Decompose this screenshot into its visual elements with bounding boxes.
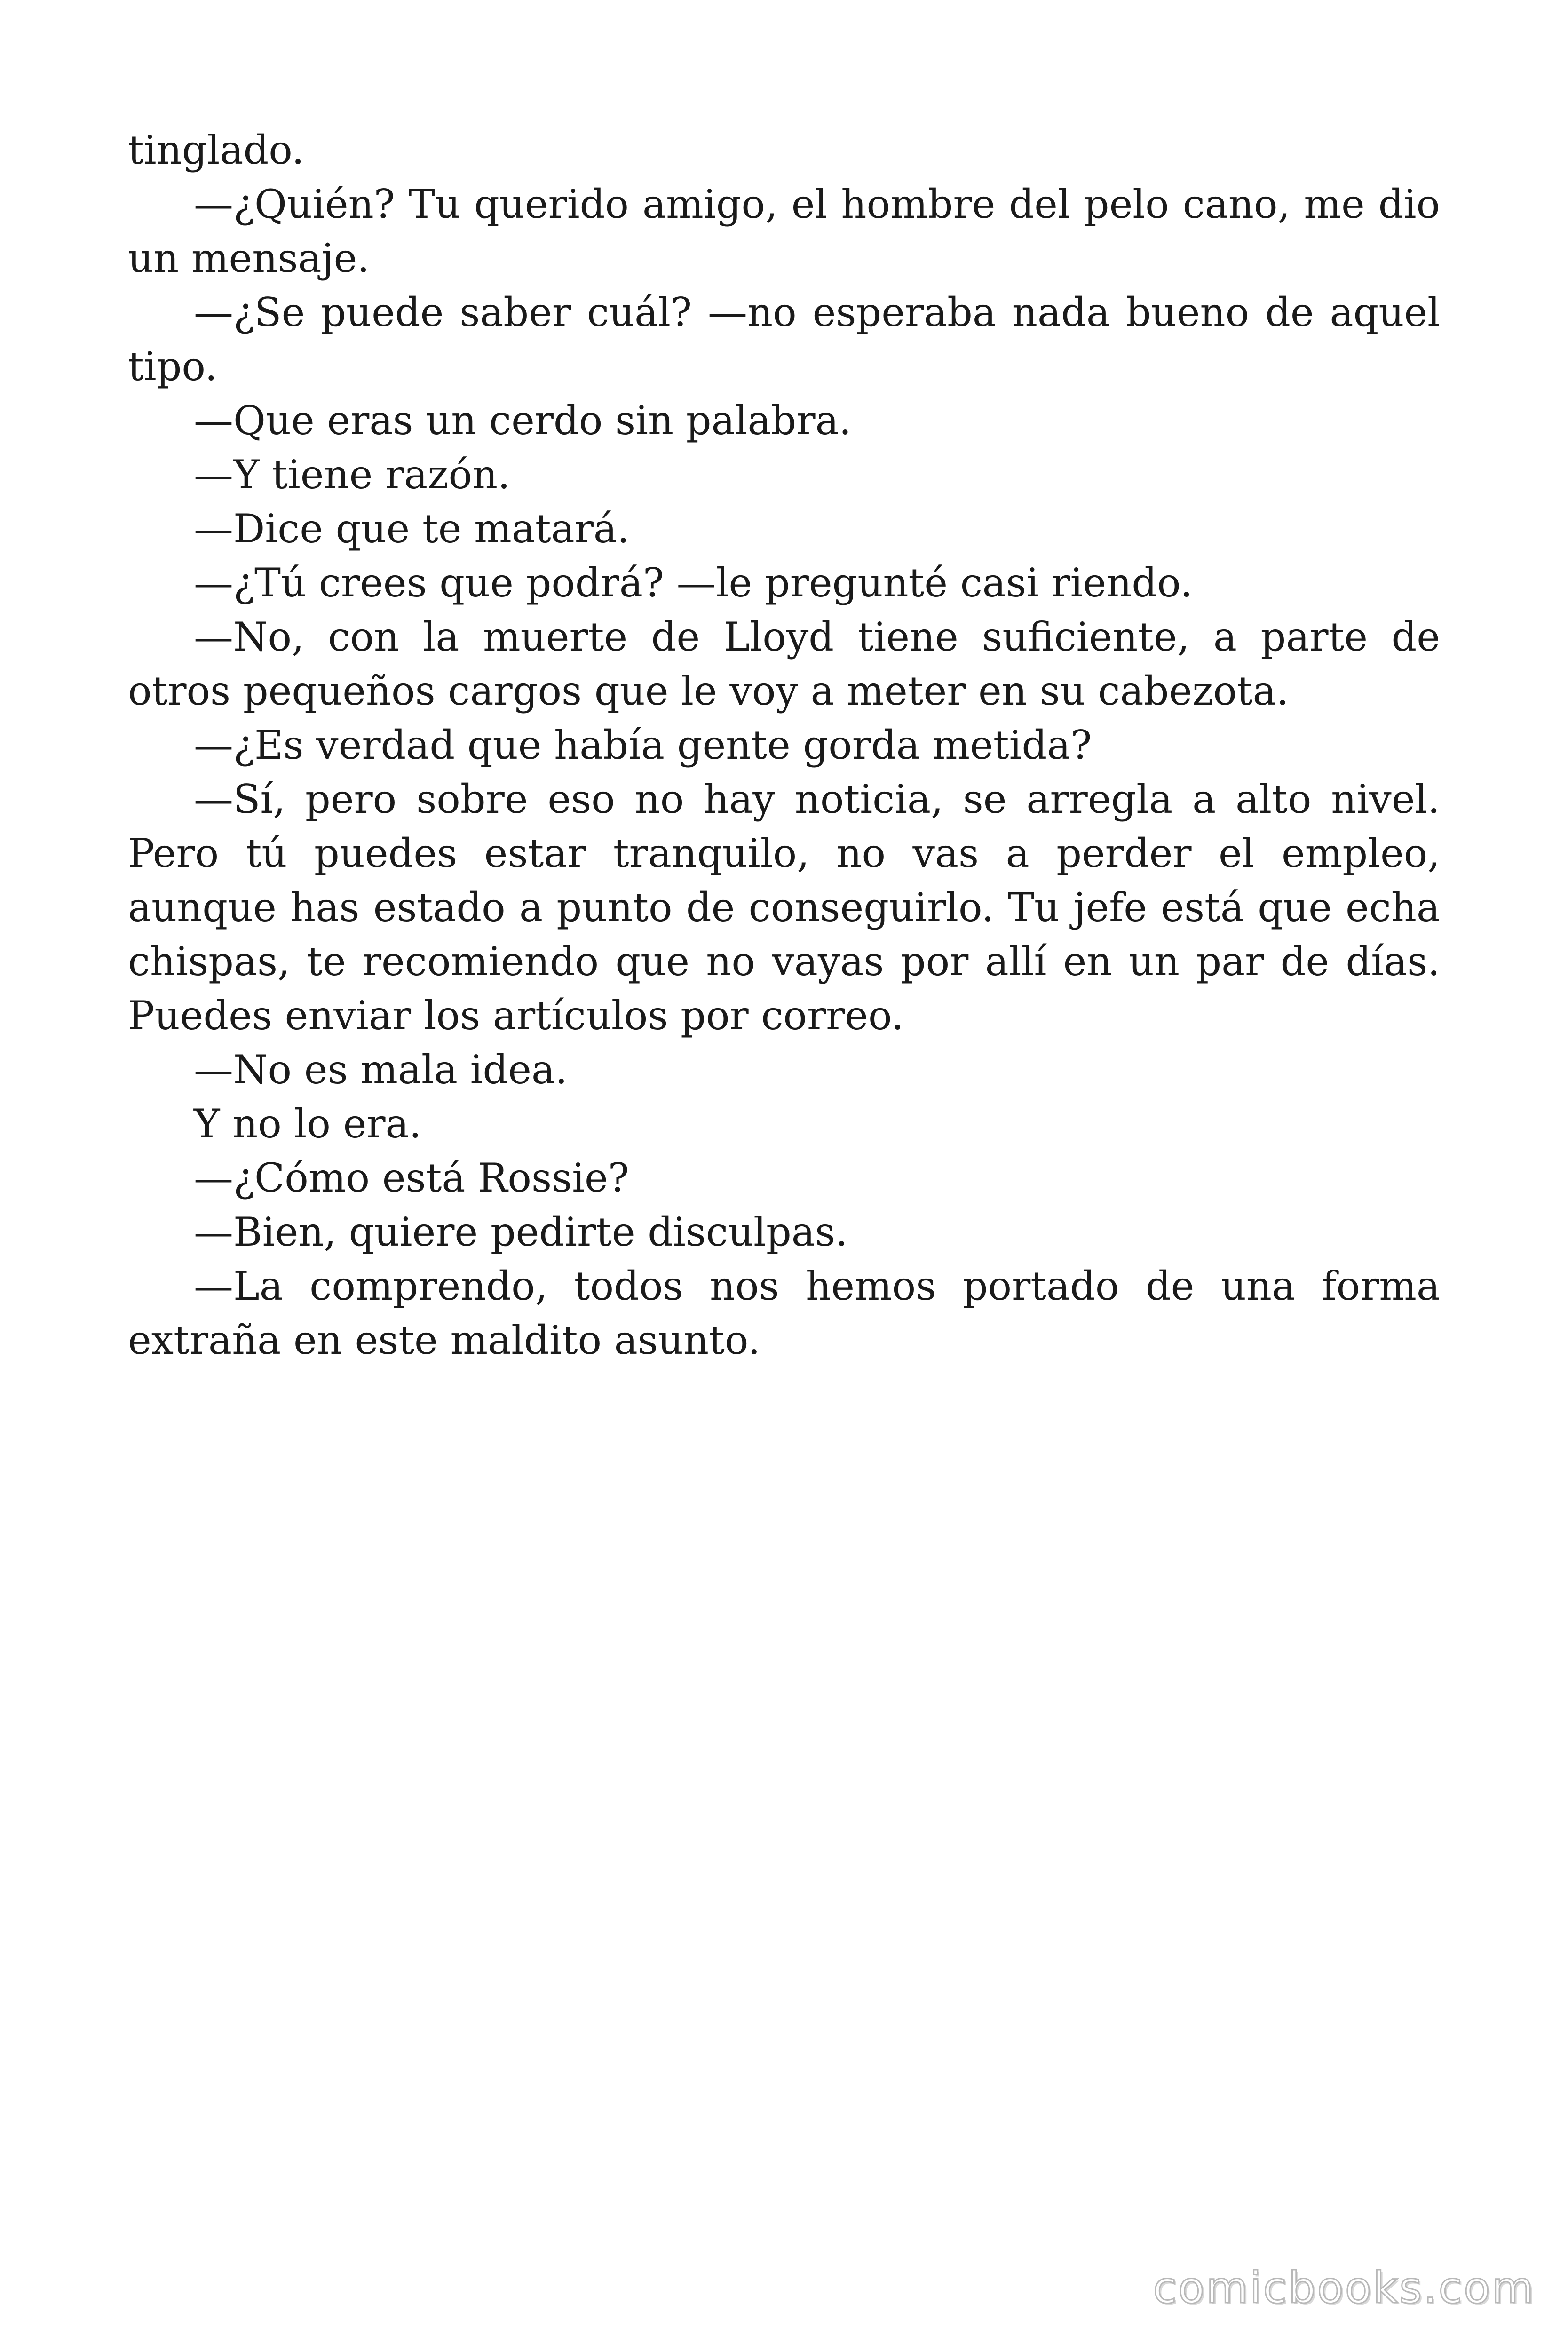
- paragraph: —¿Quién? Tu querido amigo, el hombre del pelo cano, me dio un mensaje.: [128, 181, 1440, 281]
- paragraph: —Que eras un cerdo sin palabra.: [194, 397, 852, 444]
- paragraph: —¿Tú crees que podrá? —le pregunté casi riendo.: [194, 560, 1193, 606]
- body-text: [128, 123, 1440, 1367]
- paragraph: tinglado.: [128, 127, 305, 173]
- paragraph: —No es mala idea.: [194, 1047, 568, 1093]
- paragraph: —No, con la muerte de Lloyd tiene suficiente, a parte de otros pequeños cargos que le voy a meter en su cabezota.: [128, 614, 1440, 714]
- paragraph: —¿Es verdad que había gente gorda metida?: [194, 722, 1092, 768]
- paragraph: —La comprendo, todos nos hemos portado de una forma extraña en este maldito asunto.: [128, 1263, 1440, 1363]
- paragraph: —Y tiene razón.: [194, 452, 510, 498]
- watermark: comicbooks.com: [1153, 2263, 1535, 2313]
- paragraph: —¿Cómo está Rossie?: [194, 1155, 629, 1201]
- paragraph: Y no lo era.: [194, 1101, 422, 1147]
- paragraph: —Bien, quiere pedirte disculpas.: [194, 1209, 848, 1255]
- paragraph: —Dice que te matará.: [194, 506, 630, 552]
- paragraph: —¿Se puede saber cuál? —no esperaba nada bueno de aquel tipo.: [128, 289, 1440, 389]
- paragraph: —Sí, pero sobre eso no hay noticia, se arregla a alto nivel. Pero tú puedes estar tranquilo, no vas a perder el empleo, aunque has estado a punto de conseguirlo. Tu jefe está que echa chispas, te recomiendo que no vayas por allí en un par de días. Puedes enviar los artículos por correo.: [128, 776, 1440, 1039]
